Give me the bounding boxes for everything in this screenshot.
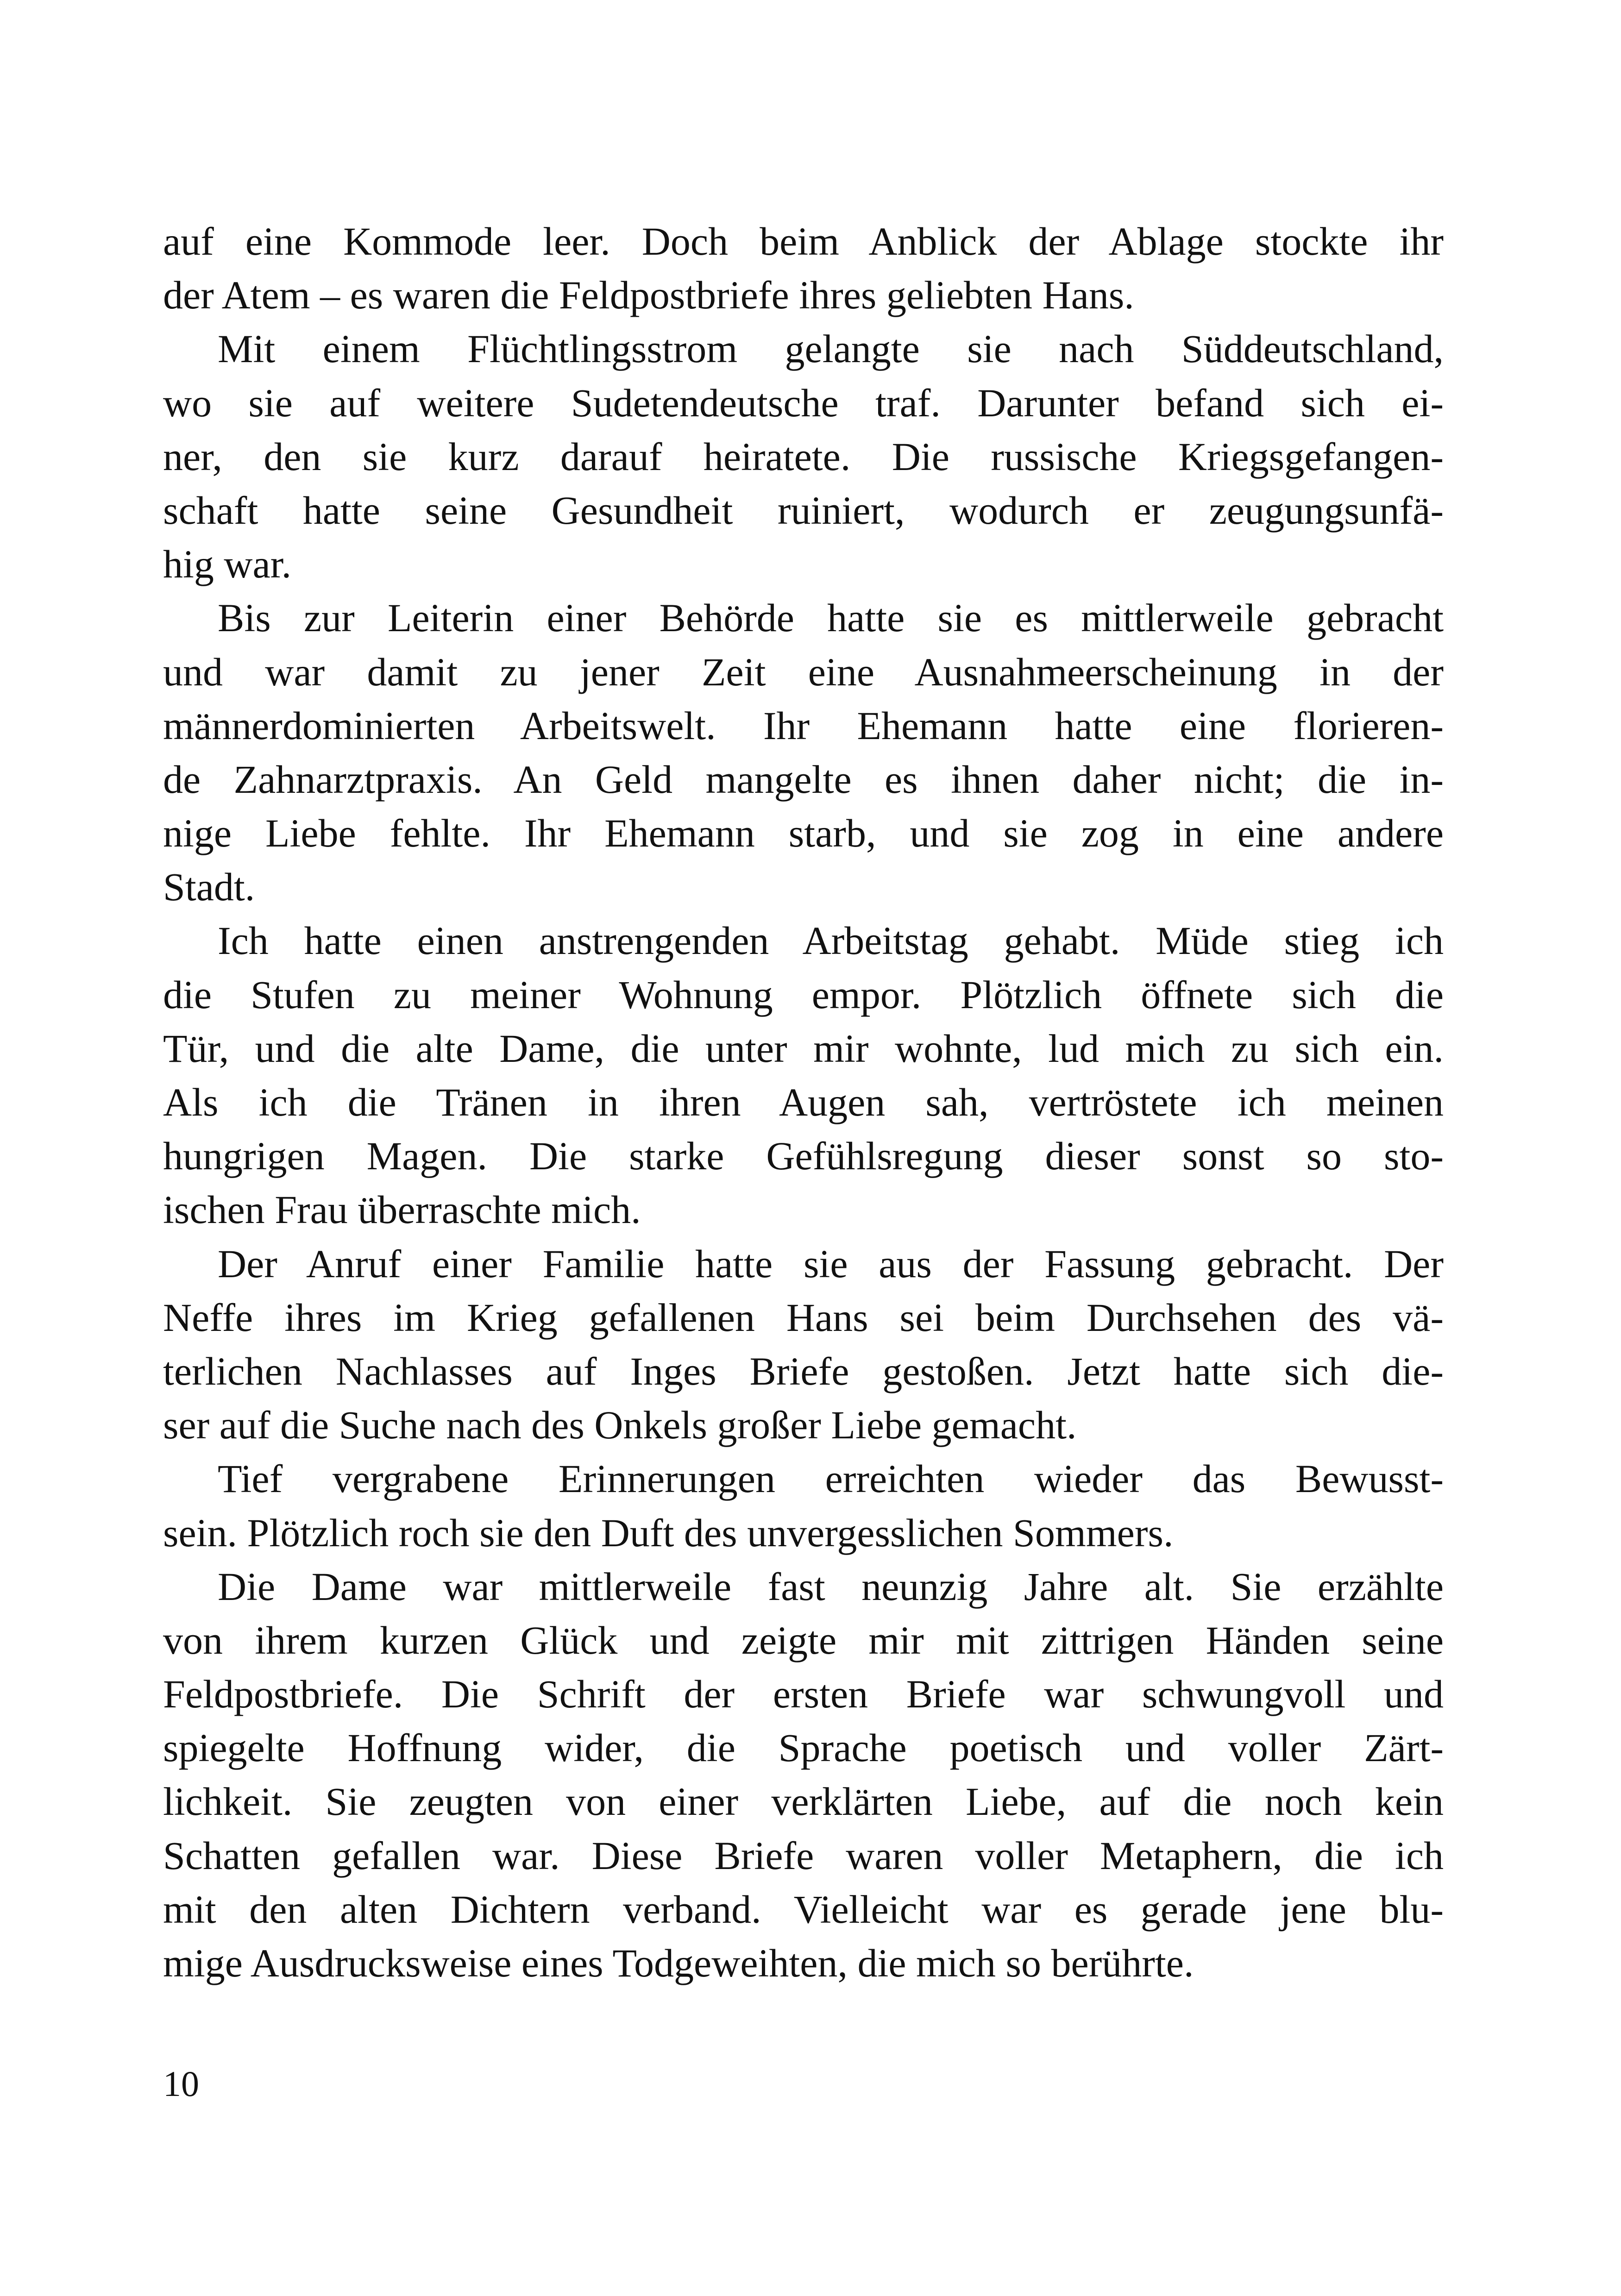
text-line: de Zahnarztpraxis. An Geld mangelte es ihnen daher nicht; die in- (163, 757, 1444, 802)
text-line: ser auf die Suche nach des Onkels großer Liebe gemacht. (163, 1403, 1077, 1448)
text-line: ischen Frau überraschte mich. (163, 1187, 641, 1232)
text-line: terlichen Nachlasses auf Inges Briefe gestoßen. Jetzt hatte sich die- (163, 1349, 1444, 1393)
text-line: mige Ausdrucksweise eines Todgeweihten, die mich so berührte. (163, 1941, 1194, 1985)
text-line: Stadt. (163, 865, 255, 910)
body-text (163, 214, 1444, 1990)
text-line: Die Dame war mittlerweile fast neunzig Jahre alt. Sie erzählte (218, 1564, 1444, 1609)
text-line: spiegelte Hoffnung wider, die Sprache poetisch und voller Zärt- (163, 1725, 1444, 1770)
text-line: auf eine Kommode leer. Doch beim Anblick der Ablage stockte ihr (163, 219, 1444, 263)
text-line: von ihrem kurzen Glück und zeigte mir mit zittrigen Händen seine (163, 1618, 1444, 1662)
text-line: männerdominierten Arbeitswelt. Ihr Ehemann hatte eine florieren- (163, 703, 1444, 748)
text-line: Feldpostbriefe. Die Schrift der ersten Briefe war schwungvoll und (163, 1672, 1444, 1717)
text-line: Tief vergrabene Erinnerungen erreichten wieder das Bewusst- (218, 1456, 1444, 1501)
text-line: Der Anruf einer Familie hatte sie aus der Fassung gebracht. Der (218, 1241, 1444, 1286)
text-line: schaft hatte seine Gesundheit ruiniert, wodurch er zeugungsunfä- (163, 488, 1444, 533)
text-line: sein. Plötzlich roch sie den Duft des unvergesslichen Sommers. (163, 1510, 1174, 1555)
text-line: Neffe ihres im Krieg gefallenen Hans sei beim Durchsehen des vä- (163, 1295, 1444, 1340)
text-line: der Atem – es waren die Feldpostbriefe ihres geliebten Hans. (163, 273, 1134, 318)
text-line: ner, den sie kurz darauf heiratete. Die russische Kriegsgefangen- (163, 434, 1444, 479)
text-line: lichkeit. Sie zeugten von einer verklärten Liebe, auf die noch kein (163, 1779, 1444, 1824)
text-line: hig war. (163, 542, 292, 587)
text-line: und war damit zu jener Zeit eine Ausnahmeerscheinung in der (163, 649, 1444, 694)
text-line: Tür, und die alte Dame, die unter mir wohnte, lud mich zu sich ein. (163, 1026, 1444, 1071)
text-line: Schatten gefallen war. Diese Briefe waren voller Metaphern, die ich (163, 1833, 1444, 1878)
text-line: die Stufen zu meiner Wohnung empor. Plötzlich öffnete sich die (163, 972, 1444, 1017)
text-line: Bis zur Leiterin einer Behörde hatte sie es mittlerweile gebracht (218, 596, 1444, 640)
text-line: mit den alten Dichtern verband. Vielleicht war es gerade jene blu- (163, 1887, 1444, 1932)
text-line: Mit einem Flüchtlingsstrom gelangte sie nach Süddeutschland, (218, 326, 1444, 371)
text-line: hungrigen Magen. Die starke Gefühlsregung dieser sonst so sto- (163, 1134, 1444, 1179)
text-line: wo sie auf weitere Sudetendeutsche traf. Darunter befand sich ei- (163, 380, 1444, 425)
text-line: Ich hatte einen anstrengenden Arbeitstag gehabt. Müde stieg ich (218, 918, 1444, 963)
text-line: Als ich die Tränen in ihren Augen sah, vertröstete ich meinen (163, 1080, 1444, 1124)
page-number: 10 (163, 2064, 199, 2104)
text-line: nige Liebe fehlte. Ihr Ehemann starb, und sie zog in eine andere (163, 811, 1444, 856)
